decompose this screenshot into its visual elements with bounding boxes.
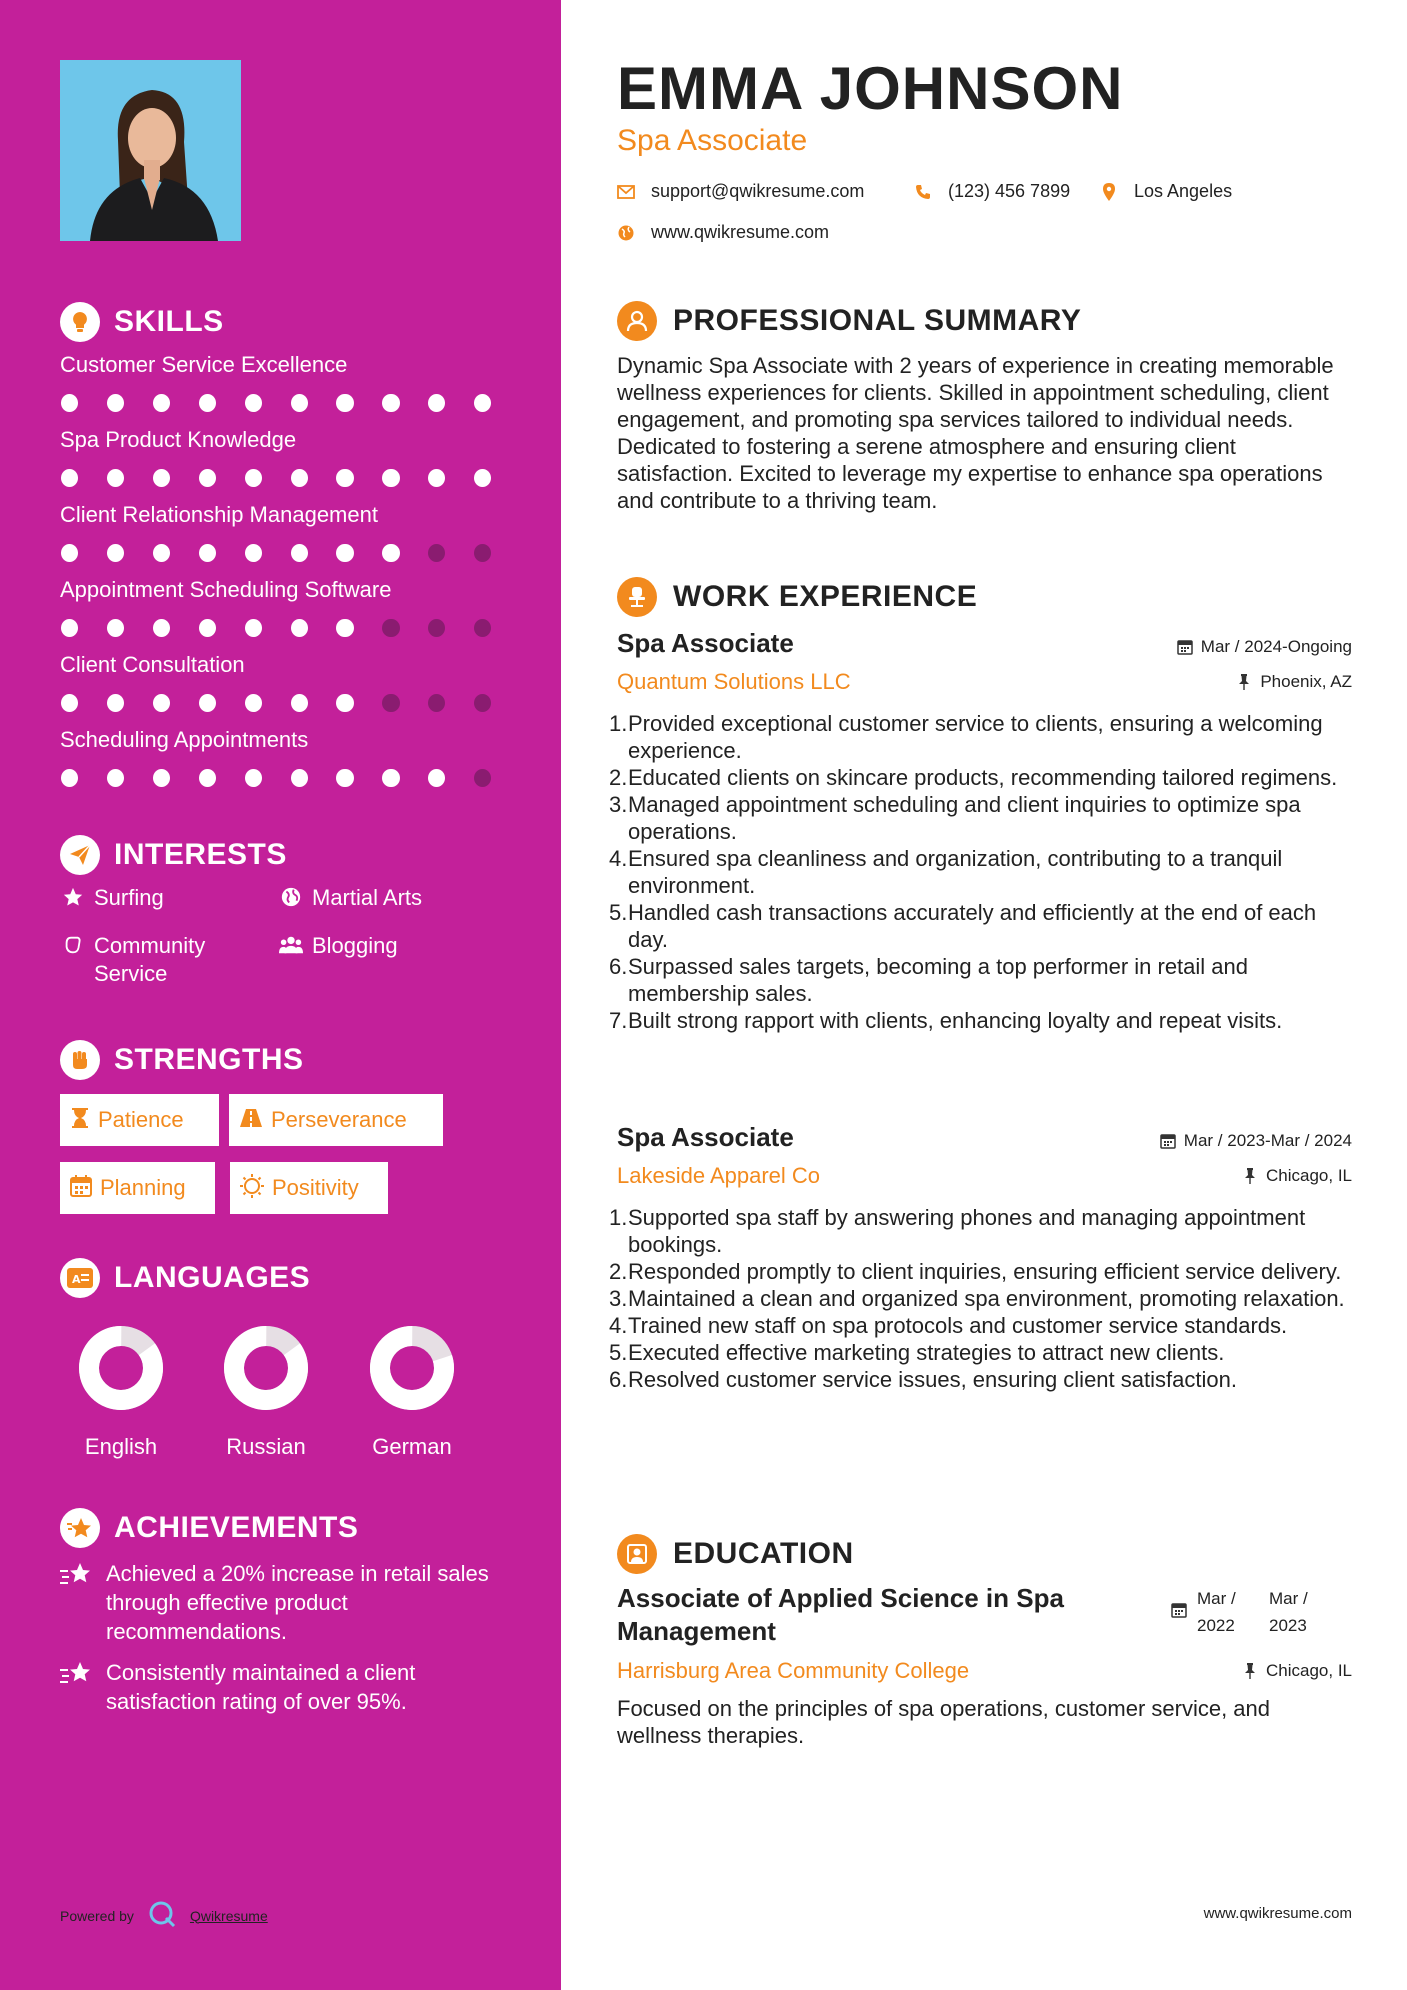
list-number: 4. — [609, 846, 628, 871]
rating-dot-filled — [153, 469, 170, 487]
candidate-name: EMMA JOHNSON — [617, 55, 1124, 122]
rating-dot-filled — [107, 769, 124, 787]
achievement-text: Achieved a 20% increase in retail sales through effective product recommendations. — [106, 1561, 489, 1644]
group-icon — [278, 932, 304, 958]
rating-dot-filled — [153, 619, 170, 637]
interest-label: Martial Arts — [312, 885, 423, 910]
responsibility-text: Built strong rapport with clients, enhancing loyalty and repeat visits. — [628, 1008, 1283, 1033]
qwikresume-link[interactable]: Qwikresume — [189, 1907, 268, 1924]
skill-rating — [61, 544, 520, 562]
website-text: www.qwikresume.com — [651, 222, 830, 242]
interest-item — [60, 932, 244, 988]
pushpin-icon — [1236, 674, 1252, 690]
list-number: 1. — [609, 711, 628, 736]
rating-dot-filled — [245, 694, 262, 712]
rating-dot-filled — [199, 469, 216, 487]
list-number: 1. — [609, 1205, 628, 1230]
rating-dot-filled — [199, 694, 216, 712]
job-responsibilities — [609, 1204, 1352, 1393]
pushpin-icon — [1242, 1663, 1258, 1679]
globe-icon — [278, 884, 304, 910]
calendar-icon — [1171, 1599, 1187, 1639]
location-text: Los Angeles — [1134, 181, 1233, 201]
job-dates-text: Mar / 2024-Ongoing — [1200, 637, 1352, 656]
responsibility-item — [609, 953, 1352, 1007]
skill-name: Appointment Scheduling Software — [60, 577, 392, 602]
rating-dot-filled — [291, 394, 308, 412]
skill-name: Scheduling Appointments — [60, 727, 309, 752]
responsibility-text: Surpassed sales targets, becoming a top performer in retail and membership sales. — [628, 954, 1248, 1006]
rating-dot-filled — [245, 394, 262, 412]
rating-dot-filled — [61, 469, 78, 487]
interest-item — [278, 884, 422, 912]
pushpin-icon — [1242, 1168, 1258, 1184]
svg-text:A: A — [72, 1273, 81, 1286]
skill-name: Client Relationship Management — [60, 502, 378, 527]
responsibility-item — [609, 845, 1352, 899]
school-name: Harrisburg Area Community College — [617, 1658, 970, 1683]
summary-text: Dynamic Spa Associate with 2 years of experience in creating memorable wellness experiences for clients. Skilled in appointment scheduling, client engagement, and promoting spa services tailored to individual needs. Dedicated to fostering a serene atmosphere and ensuring client satisfaction. Excited to leverage my expertise to enhance spa operations and contribute to a thriving team. — [617, 353, 1334, 513]
rating-dot-filled — [153, 694, 170, 712]
responsibility-item — [609, 791, 1352, 845]
rating-dot-filled — [291, 469, 308, 487]
rating-dot-filled — [428, 469, 445, 487]
list-number: 3. — [609, 792, 628, 817]
rating-dot-filled — [336, 544, 353, 562]
experience-title: WORK EXPERIENCE — [673, 580, 978, 613]
responsibility-text: Executed effective marketing strategies to attract new clients. — [628, 1340, 1225, 1365]
responsibility-item — [609, 1285, 1352, 1312]
achievements-title: ACHIEVEMENTS — [114, 1511, 359, 1544]
main-content — [609, 0, 1352, 1990]
skill-item — [60, 652, 520, 712]
responsibility-item — [609, 1339, 1352, 1366]
strengths-title: STRENGTHS — [114, 1043, 304, 1076]
list-number: 5. — [609, 900, 628, 925]
rating-dot-empty — [474, 769, 491, 787]
interests-title: INTERESTS — [114, 838, 287, 871]
achievements-heading — [60, 1508, 358, 1548]
rating-dot-empty — [382, 694, 399, 712]
shooting-star-icon — [60, 1561, 94, 1591]
language-item — [66, 1325, 176, 1460]
language-item — [211, 1325, 321, 1460]
responsibility-item — [609, 1258, 1352, 1285]
language-item — [357, 1325, 467, 1460]
education-start-year: 2022 — [1197, 1616, 1235, 1635]
rating-dot-filled — [245, 619, 262, 637]
responsibility-text: Ensured spa cleanliness and organization, contributing to a tranquil environment. — [628, 846, 1283, 898]
skill-item — [60, 352, 520, 412]
rating-dot-filled — [291, 769, 308, 787]
company-name: Quantum Solutions LLC — [617, 669, 851, 694]
education-description: Focused on the principles of spa operations, customer service, and wellness therapies. — [617, 1696, 1271, 1748]
rating-dot-filled — [107, 469, 124, 487]
list-number: 6. — [609, 1367, 628, 1392]
skill-rating — [61, 619, 520, 637]
language-label: Russian — [226, 1434, 306, 1459]
rating-dot-filled — [382, 769, 399, 787]
skill-item — [60, 727, 520, 787]
rating-dot-filled — [474, 394, 491, 412]
hand-icon — [60, 932, 86, 958]
rating-dot-filled — [245, 469, 262, 487]
rating-dot-empty — [428, 544, 445, 562]
skill-name: Client Consultation — [60, 652, 245, 677]
language-ring — [223, 1325, 309, 1411]
map-pin-icon — [1100, 183, 1118, 201]
rating-dot-empty — [428, 694, 445, 712]
interest-item — [278, 932, 398, 960]
rating-dot-filled — [61, 394, 78, 412]
job-responsibilities — [609, 710, 1352, 1034]
language-label: German — [372, 1434, 452, 1459]
languages-title: LANGUAGES — [114, 1261, 311, 1294]
paper-plane-icon — [60, 835, 100, 875]
interests-heading — [60, 835, 287, 875]
fist-icon — [60, 1040, 100, 1080]
achievement-item — [60, 1559, 500, 1646]
rating-dot-filled — [245, 544, 262, 562]
education-end — [1269, 1585, 1329, 1639]
skill-item — [60, 427, 520, 487]
envelope-icon — [617, 183, 635, 201]
summary-heading — [617, 301, 1081, 341]
list-number: 4. — [609, 1313, 628, 1338]
responsibility-item — [609, 1204, 1352, 1258]
degree-title: Associate of Applied Science in Spa Management — [617, 1583, 1064, 1646]
responsibility-text: Resolved customer service issues, ensuring client satisfaction. — [628, 1367, 1237, 1392]
education-end-year: 2023 — [1269, 1616, 1307, 1635]
rating-dot-filled — [291, 544, 308, 562]
education-location — [1242, 1661, 1352, 1681]
candidate-role: Spa Associate — [617, 124, 808, 157]
calendar-icon — [70, 1175, 92, 1202]
phone-icon — [914, 183, 932, 201]
rating-dot-filled — [61, 694, 78, 712]
skills-heading — [60, 302, 224, 342]
rating-dot-filled — [245, 769, 262, 787]
list-number: 3. — [609, 1286, 628, 1311]
rating-dot-filled — [61, 769, 78, 787]
skill-rating — [61, 694, 520, 712]
rating-dot-filled — [382, 544, 399, 562]
responsibility-item — [609, 1366, 1352, 1393]
responsibility-text: Supported spa staff by answering phones and managing appointment bookings. — [628, 1205, 1306, 1257]
job-dates — [1177, 637, 1352, 657]
rating-dot-filled — [61, 619, 78, 637]
responsibility-item — [609, 1007, 1352, 1034]
calendar-icon — [1160, 1133, 1176, 1149]
strength-label: Patience — [98, 1107, 184, 1132]
achievement-item — [60, 1658, 500, 1716]
achievement-text: Consistently maintained a client satisfaction rating of over 95%. — [106, 1660, 416, 1714]
rating-dot-filled — [107, 619, 124, 637]
phone-text: (123) 456 7899 — [948, 181, 1071, 201]
rating-dot-empty — [428, 619, 445, 637]
skill-rating — [61, 394, 520, 412]
shooting-star-icon — [60, 1660, 94, 1690]
footer-url[interactable]: www.qwikresume.com — [1203, 1905, 1352, 1922]
rating-dot-filled — [199, 394, 216, 412]
rating-dot-filled — [336, 769, 353, 787]
calendar-icon — [1177, 639, 1193, 655]
job-location — [1236, 672, 1352, 692]
profile-photo — [60, 60, 241, 241]
experience-heading — [617, 577, 977, 617]
rating-dot-empty — [474, 694, 491, 712]
strength-badge — [229, 1094, 443, 1146]
education-dates — [1171, 1585, 1329, 1639]
list-number: 7. — [609, 1008, 628, 1033]
sidebar — [0, 0, 561, 1990]
education-location-text: Chicago, IL — [1266, 1661, 1352, 1680]
powered-by-label: Powered by — [60, 1907, 134, 1924]
strength-label: Perseverance — [271, 1107, 407, 1132]
contact-website[interactable] — [617, 222, 829, 243]
education-title: EDUCATION — [673, 1537, 854, 1570]
trophy-star-icon — [60, 1508, 100, 1548]
responsibility-item — [609, 710, 1352, 764]
qwikresume-logo-icon — [148, 1900, 176, 1931]
job-location-text: Phoenix, AZ — [1260, 672, 1352, 691]
responsibility-item — [609, 1312, 1352, 1339]
skill-item — [60, 577, 520, 637]
rating-dot-filled — [291, 619, 308, 637]
language-ring — [78, 1325, 164, 1411]
rating-dot-empty — [382, 619, 399, 637]
skill-rating — [61, 769, 520, 787]
education-start — [1197, 1585, 1257, 1639]
education-end-month: Mar / — [1269, 1589, 1308, 1608]
job-location-text: Chicago, IL — [1266, 1166, 1352, 1185]
rating-dot-filled — [428, 769, 445, 787]
interest-label: Blogging — [312, 933, 398, 958]
interest-item — [60, 884, 164, 912]
contact-location — [1100, 181, 1232, 202]
language-label: English — [84, 1434, 158, 1459]
list-number: 2. — [609, 765, 628, 790]
rating-dot-filled — [336, 469, 353, 487]
rating-dot-filled — [428, 394, 445, 412]
skills-title: SKILLS — [114, 305, 224, 338]
rating-dot-filled — [153, 544, 170, 562]
strength-label: Planning — [100, 1175, 186, 1200]
education-start-month: Mar / — [1197, 1589, 1236, 1608]
strength-badge — [60, 1094, 219, 1146]
powered-by — [60, 1900, 268, 1931]
education-heading — [617, 1534, 854, 1574]
rating-dot-filled — [474, 469, 491, 487]
globe-icon — [617, 224, 635, 242]
rating-dot-filled — [153, 769, 170, 787]
languages-heading — [60, 1258, 310, 1298]
responsibility-text: Managed appointment scheduling and client inquiries to optimize spa operations. — [628, 792, 1301, 844]
lightbulb-icon — [60, 302, 100, 342]
summary-title: PROFESSIONAL SUMMARY — [673, 304, 1082, 337]
rating-dot-filled — [107, 694, 124, 712]
language-ring — [369, 1325, 455, 1411]
interest-label: Community Service — [94, 933, 206, 986]
rating-dot-filled — [336, 394, 353, 412]
skill-name: Spa Product Knowledge — [60, 427, 297, 452]
rating-dot-filled — [291, 694, 308, 712]
strength-badge — [230, 1162, 388, 1214]
rating-dot-filled — [199, 619, 216, 637]
rating-dot-empty — [474, 619, 491, 637]
rating-dot-filled — [382, 469, 399, 487]
rating-dot-filled — [107, 394, 124, 412]
office-chair-icon — [617, 577, 657, 617]
company-name: Lakeside Apparel Co — [617, 1163, 821, 1188]
language-card-icon — [60, 1258, 100, 1298]
rating-dot-empty — [474, 544, 491, 562]
responsibility-item — [609, 899, 1352, 953]
contact-email[interactable] — [617, 181, 864, 202]
strengths-heading — [60, 1040, 304, 1080]
sun-icon — [240, 1174, 264, 1203]
responsibility-text: Handled cash transactions accurately and efficiently at the end of each day. — [628, 900, 1317, 952]
hourglass-icon — [70, 1107, 90, 1134]
rating-dot-filled — [336, 619, 353, 637]
ring-fill — [223, 1325, 309, 1411]
contact-phone[interactable] — [914, 181, 1070, 202]
strength-badge — [60, 1162, 215, 1214]
job-dates-text: Mar / 2023-Mar / 2024 — [1183, 1131, 1352, 1150]
rating-dot-filled — [199, 769, 216, 787]
rating-dot-filled — [382, 394, 399, 412]
skill-rating — [61, 469, 520, 487]
responsibility-text: Responded promptly to client inquiries, ensuring efficient service delivery. — [628, 1259, 1342, 1284]
user-icon — [617, 301, 657, 341]
email-text: support@qwikresume.com — [651, 181, 865, 201]
responsibility-text: Provided exceptional customer service to clients, ensuring a welcoming experience. — [628, 711, 1323, 763]
rating-dot-filled — [199, 544, 216, 562]
graduate-icon — [617, 1534, 657, 1574]
rating-dot-filled — [61, 544, 78, 562]
interest-label: Surfing — [94, 885, 164, 910]
job-title: Spa Associate — [617, 628, 794, 658]
job-title: Spa Associate — [617, 1122, 794, 1152]
ring-fill — [78, 1325, 164, 1411]
responsibility-item — [609, 764, 1352, 791]
responsibility-text: Maintained a clean and organized spa environment, promoting relaxation. — [628, 1286, 1345, 1311]
road-icon — [239, 1108, 263, 1133]
star-icon — [60, 884, 86, 910]
rating-dot-filled — [107, 544, 124, 562]
responsibility-text: Educated clients on skincare products, recommending tailored regimens. — [628, 765, 1338, 790]
list-number: 2. — [609, 1259, 628, 1284]
list-number: 6. — [609, 954, 628, 979]
rating-dot-filled — [153, 394, 170, 412]
skill-item — [60, 502, 520, 562]
job-location — [1242, 1166, 1352, 1186]
skill-name: Customer Service Excellence — [60, 352, 348, 377]
rating-dot-filled — [336, 694, 353, 712]
job-dates — [1160, 1131, 1352, 1151]
strength-label: Positivity — [272, 1175, 359, 1200]
list-number: 5. — [609, 1340, 628, 1365]
responsibility-text: Trained new staff on spa protocols and customer service standards. — [628, 1313, 1288, 1338]
